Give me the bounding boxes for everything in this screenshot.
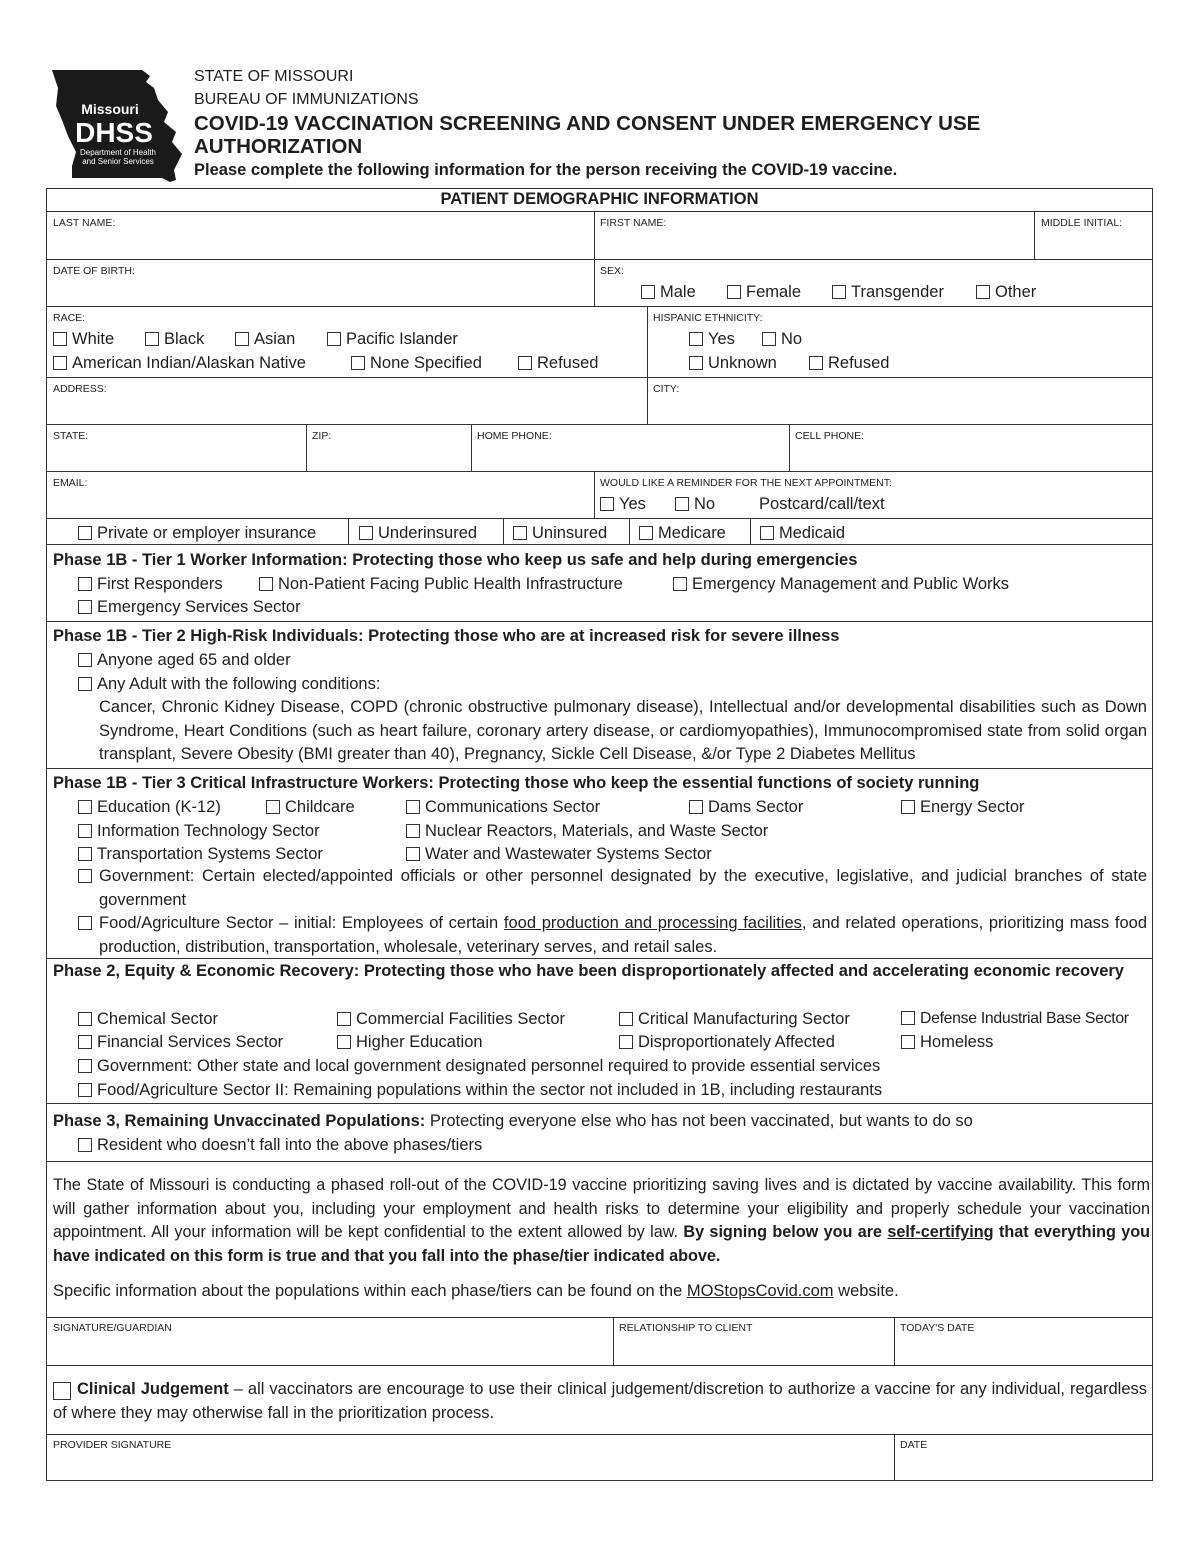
reminder-yes-option[interactable] xyxy=(600,495,646,514)
tier3-government-checkbox[interactable] xyxy=(78,869,92,883)
tier3-food-suffix: , and related operations, prioritizing mass food production, distribution, transportation, wholesale, veterinary serves, and retail sales. xyxy=(99,914,1147,956)
reminder-no-label: No xyxy=(694,495,716,513)
insurance-medicaid-option[interactable] xyxy=(760,524,845,543)
race-label: RACE: xyxy=(53,312,86,324)
hispanic-label: HISPANIC ETHNICITY: xyxy=(653,312,763,324)
specific-suffix: website. xyxy=(833,1282,899,1300)
checkbox-icon xyxy=(351,356,365,370)
sex-male-option[interactable] xyxy=(641,283,696,302)
tier3-childcare-label: Childcare xyxy=(285,798,355,816)
checkbox-icon xyxy=(832,285,846,299)
tier3-it-option[interactable] xyxy=(78,822,320,841)
checkbox-icon xyxy=(78,800,92,814)
dob-field[interactable] xyxy=(52,278,590,304)
specific-info xyxy=(53,1282,899,1301)
checkbox-icon xyxy=(78,600,92,614)
phase2-higher-education-option[interactable] xyxy=(337,1033,483,1052)
race-american-indian-option[interactable] xyxy=(53,354,306,373)
race-black-label: Black xyxy=(164,330,205,348)
checkbox-icon xyxy=(406,800,420,814)
city-field[interactable] xyxy=(652,396,1148,422)
tier3-food-text xyxy=(99,912,1147,959)
tier1-emergency-management-label: Emergency Management and Public Works xyxy=(692,575,1010,593)
tier1-public-health-label: Non-Patient Facing Public Health Infrastructure xyxy=(278,575,623,593)
phase3-resident-label: Resident who doesn’t fall into the above phases/tiers xyxy=(97,1136,483,1154)
race-american-indian-label: American Indian/Alaskan Native xyxy=(72,354,306,372)
first-name-field[interactable] xyxy=(599,230,1029,256)
clinical-judgement-bold: Clinical Judgement xyxy=(77,1380,229,1398)
missouri-dhss-logo xyxy=(50,66,188,186)
checkbox-icon xyxy=(53,356,67,370)
tier3-transportation-option[interactable] xyxy=(78,845,323,864)
checkbox-icon xyxy=(673,577,687,591)
phase2-homeless-label: Homeless xyxy=(920,1033,994,1051)
checkbox-icon xyxy=(901,1035,915,1049)
tier1-first-responders-label: First Responders xyxy=(97,575,223,593)
checkbox-icon xyxy=(689,800,703,814)
checkbox-icon xyxy=(235,332,249,346)
hispanic-refused-option[interactable] xyxy=(809,354,889,373)
tier1-public-health-option[interactable] xyxy=(259,575,623,594)
email-label: EMAIL: xyxy=(53,477,88,489)
tier2-adult-label: Any Adult with the following conditions: xyxy=(97,675,381,693)
checkbox-icon xyxy=(513,526,527,540)
zip-field[interactable] xyxy=(311,443,467,469)
race-none-specified-option[interactable] xyxy=(351,354,482,373)
relationship-field[interactable] xyxy=(618,1336,890,1362)
phase2-disproportionately-option[interactable] xyxy=(619,1033,835,1052)
statement-text: The State of Missouri is conducting a phased roll-out of the COVID-19 vaccine prioritizing saving lives and is dictated by vaccine availability. This form will gather information about you, including your employment and health risks to determine your eligibility and properly schedule your vaccination appointment. All your information will be kept confidential to the extent allowed by law. xyxy=(53,1176,1150,1241)
sex-label: SEX: xyxy=(600,265,624,277)
checkbox-icon xyxy=(760,526,774,540)
checkbox-icon xyxy=(727,285,741,299)
phase2-homeless-option[interactable] xyxy=(901,1033,993,1052)
insurance-medicare-label: Medicare xyxy=(658,524,726,542)
tier3-food-prefix: Food/Agriculture Sector – initial: Employees of certain xyxy=(99,914,504,932)
state-name: STATE OF MISSOURI xyxy=(194,68,354,85)
bureau-name: BUREAU OF IMMUNIZATIONS xyxy=(194,91,419,108)
phase3-heading xyxy=(53,1112,973,1131)
tier3-dams-label: Dams Sector xyxy=(708,798,804,816)
checkbox-icon xyxy=(809,356,823,370)
checkbox-icon xyxy=(689,332,703,346)
race-none-specified-label: None Specified xyxy=(370,354,482,372)
checkbox-icon xyxy=(901,1011,915,1025)
tier2-age-label: Anyone aged 65 and older xyxy=(97,651,291,669)
reminder-method: Postcard/call/text xyxy=(759,495,885,513)
insurance-underinsured-label: Underinsured xyxy=(378,524,478,542)
checkbox-icon xyxy=(78,526,92,540)
statement-bold1: By signing below you are xyxy=(683,1223,888,1241)
phase3-heading-rest: Protecting everyone else who has not been vaccinated, but wants to do so xyxy=(425,1112,973,1130)
checkbox-icon xyxy=(78,847,92,861)
self-certifying-link: self-certifying xyxy=(887,1223,994,1241)
sex-other-label: Other xyxy=(995,283,1037,301)
tier1-emergency-management-option[interactable] xyxy=(673,575,1009,594)
demographics-title: PATIENT DEMOGRAPHIC INFORMATION xyxy=(440,190,759,208)
checkbox-icon xyxy=(327,332,341,346)
race-refused-option[interactable] xyxy=(518,354,598,373)
sex-transgender-option[interactable] xyxy=(832,283,944,302)
tier1-emergency-services-label: Emergency Services Sector xyxy=(97,598,301,616)
tier2-heading: Phase 1B - Tier 2 High-Risk Individuals: Protecting those who are at increased risk for severe illness xyxy=(53,627,840,645)
race-black-option[interactable] xyxy=(145,330,204,349)
phase2-government-label: Government: Other state and local government designated personnel required to provide essential services xyxy=(97,1057,881,1075)
phase2-heading: Phase 2, Equity & Economic Recovery: Protecting those who have been disproportionately affected and accelerating economic recovery xyxy=(53,962,1124,980)
checkbox-icon xyxy=(901,800,915,814)
tier3-education-option[interactable] xyxy=(78,798,221,817)
statement-bold2: that everything you have indicated on this form is true and that you fall into the phase/tier indicated above. xyxy=(53,1223,1150,1265)
checkbox-icon xyxy=(689,356,703,370)
specific-prefix: Specific information about the populations within each phase/tiers can be found on the xyxy=(53,1282,687,1300)
race-refused-label: Refused xyxy=(537,354,599,372)
race-pacific-islander-label: Pacific Islander xyxy=(346,330,458,348)
checkbox-icon xyxy=(337,1012,351,1026)
tier1-emergency-services-option[interactable] xyxy=(78,598,301,617)
race-white-label: White xyxy=(72,330,115,348)
clinical-judgement-rest: – all vaccinators are encourage to use their clinical judgement/discretion to authorize a vaccine for any individual, regardless of where they may otherwise fall in the prioritization process. xyxy=(53,1380,1147,1422)
hispanic-no-option[interactable] xyxy=(762,330,802,349)
cell-phone-label: CELL PHONE: xyxy=(795,430,865,442)
checkbox-icon xyxy=(639,526,653,540)
tier1-heading: Phase 1B - Tier 1 Worker Information: Protecting those who keep us safe and help during emergencies xyxy=(53,551,858,569)
today-date-label: TODAY'S DATE xyxy=(900,1322,975,1334)
tier3-food-checkbox[interactable] xyxy=(78,916,92,930)
phase3-heading-bold: Phase 3, Remaining Unvaccinated Populations: xyxy=(53,1112,426,1130)
hispanic-no-label: No xyxy=(781,330,803,348)
checkbox-icon xyxy=(78,1035,92,1049)
tier3-water-option[interactable] xyxy=(406,845,712,864)
reminder-label: WOULD LIKE A REMINDER FOR THE NEXT APPOINTMENT: xyxy=(600,477,892,489)
last-name-field[interactable] xyxy=(52,230,590,256)
tier3-energy-label: Energy Sector xyxy=(920,798,1025,816)
tier3-energy-option[interactable] xyxy=(901,798,1025,817)
checkbox-icon xyxy=(78,1012,92,1026)
logo-line1: Missouri xyxy=(81,101,139,117)
phase2-chemical-label: Chemical Sector xyxy=(97,1010,219,1028)
sex-female-label: Female xyxy=(746,283,802,301)
hispanic-unknown-option[interactable] xyxy=(689,354,777,373)
zip-label: ZIP: xyxy=(312,430,332,442)
race-pacific-islander-option[interactable] xyxy=(327,330,458,349)
tier3-communications-option[interactable] xyxy=(406,798,600,817)
phase2-government-option[interactable] xyxy=(78,1057,880,1076)
race-asian-label: Asian xyxy=(254,330,296,348)
signature-label: SIGNATURE/GUARDIAN xyxy=(53,1322,172,1334)
phase2-defense-option[interactable] xyxy=(901,1010,1129,1028)
phase2-financial-label: Financial Services Sector xyxy=(97,1033,284,1051)
tier3-government-text: Government: Certain elected/appointed officials or other personnel designated by the executive, legislative, and judicial branches of state government xyxy=(99,867,1147,909)
tier3-nuclear-label: Nuclear Reactors, Materials, and Waste Sector xyxy=(425,822,769,840)
checkbox-icon xyxy=(78,577,92,591)
checkbox-icon xyxy=(145,332,159,346)
tier3-transportation-label: Transportation Systems Sector xyxy=(97,845,323,863)
phase2-manufacturing-label: Critical Manufacturing Sector xyxy=(638,1010,850,1028)
tier3-dams-option[interactable] xyxy=(689,798,803,817)
checkbox-icon xyxy=(675,497,689,511)
relationship-label: RELATIONSHIP TO CLIENT xyxy=(619,1322,753,1334)
first-name-label: FIRST NAME: xyxy=(600,217,667,229)
tier2-conditions: Cancer, Chronic Kidney Disease, COPD (chronic obstructive pulmonary disease), Intellectual and/or developmental disabilities such as Down Syndrome, Heart Conditions (such as heart failure, coronary artery disease, or cardiomyopathies), Immunocompromised state from solid organ transplant, Severe Obesity (BMI greater than 40), Pregnancy, Sickle Cell Disease, &/or Type 2 Diabetes Mellitus xyxy=(99,698,1147,763)
state-label: STATE: xyxy=(53,430,89,442)
phase2-financial-option[interactable] xyxy=(78,1033,283,1052)
checkbox-icon xyxy=(266,800,280,814)
phase2-defense-label: Defense Industrial Base Sector xyxy=(920,1010,1129,1027)
clinical-judgement-text xyxy=(53,1378,1147,1425)
address-label: ADDRESS: xyxy=(53,383,107,395)
sex-other-option[interactable] xyxy=(976,283,1036,302)
tier3-nuclear-option[interactable] xyxy=(406,822,768,841)
race-white-option[interactable] xyxy=(53,330,114,349)
form-instruction: Please complete the following information for the person receiving the COVID-19 vaccine. xyxy=(194,161,898,179)
phase2-higher-education-label: Higher Education xyxy=(356,1033,483,1051)
middle-initial-field[interactable] xyxy=(1040,230,1148,256)
signature-field[interactable] xyxy=(52,1336,608,1362)
logo-line4: and Senior Services xyxy=(82,157,154,166)
checkbox-icon xyxy=(78,677,92,691)
phase2-commercial-label: Commercial Facilities Sector xyxy=(356,1010,566,1028)
checkbox-icon xyxy=(78,824,92,838)
phase2-chemical-option[interactable] xyxy=(78,1010,218,1029)
checkbox-icon xyxy=(762,332,776,346)
phase2-disproportionately-label: Disproportionately Affected xyxy=(638,1033,835,1051)
checkbox-icon xyxy=(259,577,273,591)
checkbox-icon xyxy=(78,1083,92,1097)
checkbox-icon xyxy=(619,1012,633,1026)
hispanic-refused-label: Refused xyxy=(828,354,890,372)
race-asian-option[interactable] xyxy=(235,330,295,349)
provider-date-field[interactable] xyxy=(899,1452,1148,1478)
phase2-food-label: Food/Agriculture Sector II: Remaining populations within the sector not included in 1B, including restaurants xyxy=(97,1081,883,1099)
tier3-water-label: Water and Wastewater Systems Sector xyxy=(425,845,712,863)
provider-signature-label: PROVIDER SIGNATURE xyxy=(53,1439,172,1451)
insurance-underinsured-option[interactable] xyxy=(359,524,477,543)
hispanic-yes-option[interactable] xyxy=(689,330,735,349)
provider-date-label: DATE xyxy=(900,1439,928,1451)
tier3-childcare-option[interactable] xyxy=(266,798,355,817)
phase2-commercial-option[interactable] xyxy=(337,1010,565,1029)
reminder-no-option[interactable] xyxy=(675,495,715,514)
tier2-adult-option[interactable] xyxy=(78,675,380,694)
insurance-uninsured-option[interactable] xyxy=(513,524,607,543)
sex-male-label: Male xyxy=(660,283,696,301)
checkbox-icon xyxy=(78,1059,92,1073)
tier3-heading: Phase 1B - Tier 3 Critical Infrastructure Workers: Protecting those who keep the essential functions of society running xyxy=(53,774,980,792)
checkbox-icon xyxy=(600,497,614,511)
email-field[interactable] xyxy=(52,490,590,516)
checkbox-icon xyxy=(406,824,420,838)
checkbox-icon xyxy=(406,847,420,861)
home-phone-label: HOME PHONE: xyxy=(477,430,552,442)
hispanic-unknown-label: Unknown xyxy=(708,354,777,372)
address-field[interactable] xyxy=(52,396,642,422)
phase3-resident-option[interactable] xyxy=(78,1136,482,1155)
tier3-education-label: Education (K-12) xyxy=(97,798,221,816)
last-name-label: LAST NAME: xyxy=(53,217,116,229)
checkbox-icon xyxy=(976,285,990,299)
dob-label: DATE OF BIRTH: xyxy=(53,265,135,277)
checkbox-icon xyxy=(53,332,67,346)
tier3-food-link[interactable]: food production and processing facilities xyxy=(503,914,802,932)
sex-female-option[interactable] xyxy=(727,283,801,302)
form-title-line1: COVID-19 VACCINATION SCREENING AND CONSENT UNDER EMERGENCY USE xyxy=(194,112,981,135)
today-date-field[interactable] xyxy=(899,1336,1148,1362)
reminder-yes-label: Yes xyxy=(619,495,646,513)
checkbox-icon xyxy=(78,653,92,667)
insurance-private-label: Private or employer insurance xyxy=(97,524,317,542)
insurance-medicare-option[interactable] xyxy=(639,524,726,543)
tier3-communications-label: Communications Sector xyxy=(425,798,601,816)
checkbox-icon xyxy=(359,526,373,540)
tier2-age-option[interactable] xyxy=(78,651,291,670)
insurance-uninsured-label: Uninsured xyxy=(532,524,608,542)
hispanic-yes-label: Yes xyxy=(708,330,735,348)
certification-statement xyxy=(53,1174,1150,1268)
mostopscovid-link[interactable]: MOStopsCovid.com xyxy=(686,1282,834,1300)
tier3-it-label: Information Technology Sector xyxy=(97,822,320,840)
provider-signature-field[interactable] xyxy=(52,1452,888,1478)
checkbox-icon xyxy=(337,1035,351,1049)
tier1-first-responders-option[interactable] xyxy=(78,575,223,594)
form-title-line2: AUTHORIZATION xyxy=(194,135,363,158)
insurance-medicaid-label: Medicaid xyxy=(779,524,846,542)
city-label: CITY: xyxy=(653,383,680,395)
cell-phone-field[interactable] xyxy=(794,443,1148,469)
checkbox-icon xyxy=(518,356,532,370)
checkbox-icon xyxy=(78,1138,92,1152)
state-field[interactable] xyxy=(52,443,302,469)
sex-transgender-label: Transgender xyxy=(851,283,944,301)
home-phone-field[interactable] xyxy=(476,443,784,469)
logo-line3: Department of Health xyxy=(79,148,157,157)
phase2-food-option[interactable] xyxy=(78,1081,882,1100)
checkbox-icon xyxy=(619,1035,633,1049)
middle-initial-label: MIDDLE INITIAL: xyxy=(1041,217,1123,229)
logo-line2: DHSS xyxy=(75,117,153,148)
phase2-manufacturing-option[interactable] xyxy=(619,1010,850,1029)
checkbox-icon xyxy=(641,285,655,299)
insurance-private-option[interactable] xyxy=(78,524,316,543)
